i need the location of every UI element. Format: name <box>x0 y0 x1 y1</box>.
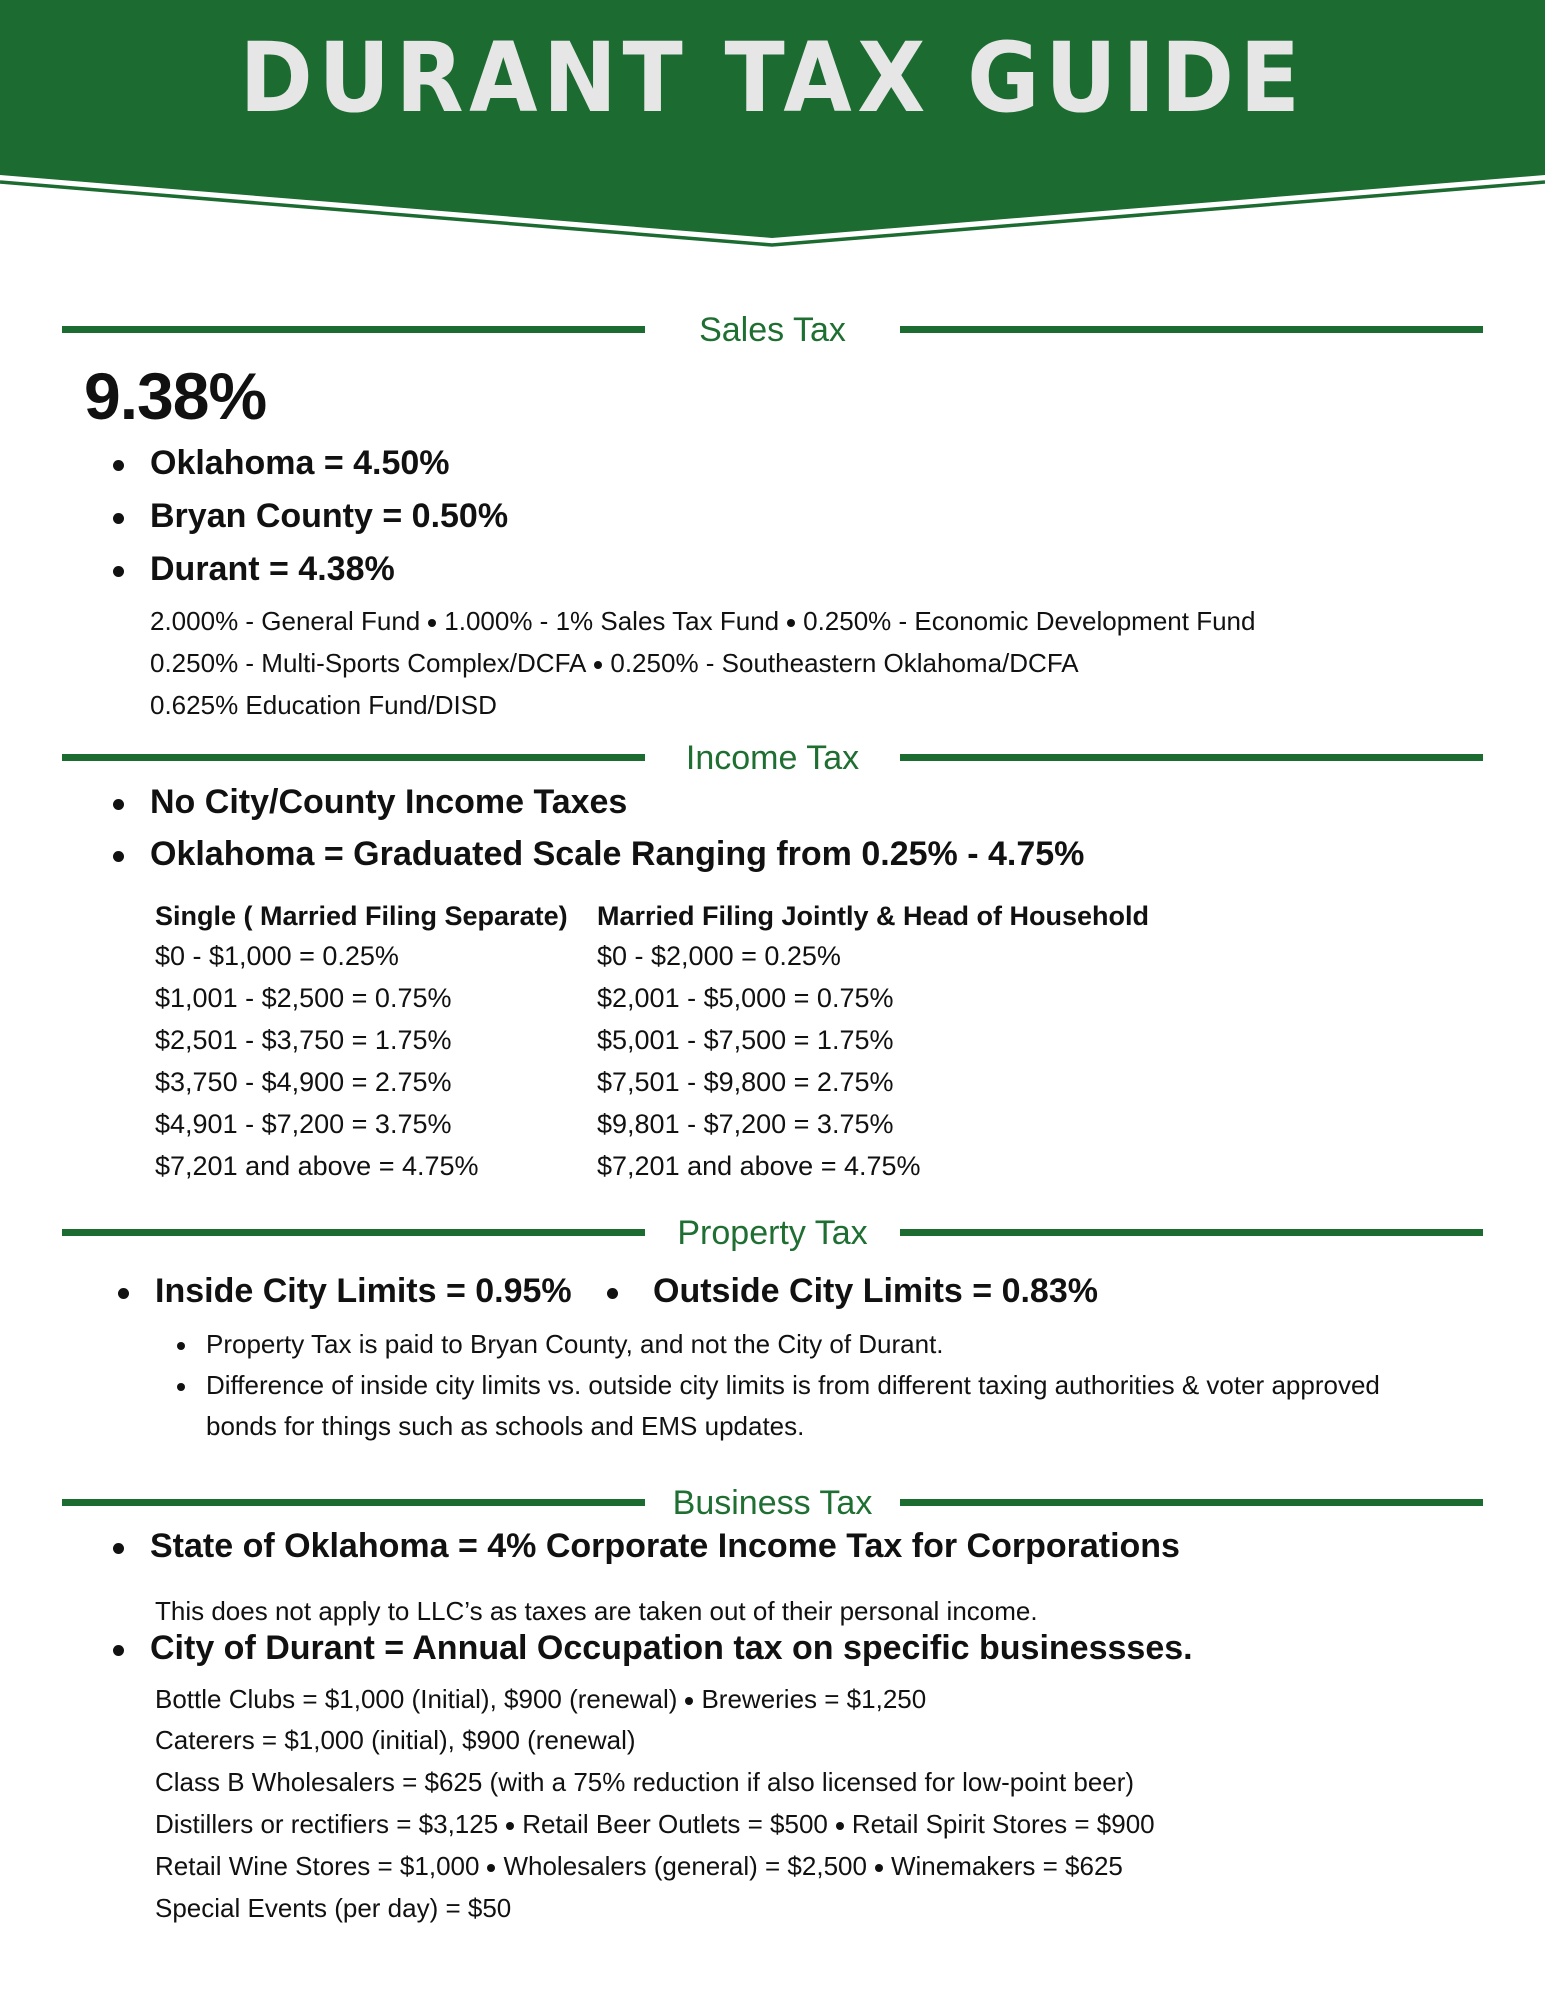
fund-line <box>150 606 1255 637</box>
sales-tax-item: Oklahoma = 4.50% <box>150 444 450 482</box>
section-title: Income Tax <box>685 739 860 777</box>
bullet-icon <box>118 1288 129 1299</box>
fund-item: 0.250% - Economic Development Fund <box>803 606 1256 636</box>
business-state-item: State of Oklahoma = 4% Corporate Income Tax for Corporations <box>150 1527 1180 1565</box>
occupation-item: Distillers or rectifiers = $3,125 <box>155 1809 499 1839</box>
occupation-line <box>155 1809 1155 1840</box>
table-cell-single: $3,750 - $4,900 = 2.75% <box>155 1067 452 1097</box>
occupation-line <box>155 1893 511 1924</box>
page-title: DURANT TAX GUIDE <box>239 22 1306 134</box>
occupation-item: Special Events (per day) = $50 <box>155 1893 512 1923</box>
occupation-line <box>155 1767 1134 1798</box>
section-header-business-tax <box>62 1483 1483 1523</box>
divider-rule <box>900 1229 1483 1236</box>
separator-dot-icon <box>787 619 795 627</box>
table-cell-single: $1,001 - $2,500 = 0.75% <box>155 983 452 1013</box>
fund-item: 0.250% - Southeastern Oklahoma/DCFA <box>610 648 1079 678</box>
section-title: Business Tax <box>672 1484 873 1522</box>
table-cell-joint: $0 - $2,000 = 0.25% <box>597 941 841 971</box>
table-cell-single: $0 - $1,000 = 0.25% <box>155 941 399 971</box>
bullet-icon <box>607 1288 618 1299</box>
business-state-note: This does not apply to LLC’s as taxes are taken out of their personal income. <box>155 1596 1038 1626</box>
occupation-item: Retail Spirit Stores = $900 <box>851 1809 1155 1839</box>
bullet-icon <box>177 1383 185 1391</box>
fund-item: 0.625% Education Fund/DISD <box>150 690 497 720</box>
table-cell-joint: $7,201 and above = 4.75% <box>597 1151 921 1181</box>
section-title: Sales Tax <box>699 311 846 349</box>
section-header-property-tax <box>62 1213 1483 1253</box>
column-header-single: Single ( Married Filing Separate) <box>155 901 568 931</box>
separator-dot-icon <box>875 1864 883 1872</box>
bullet-icon <box>113 460 124 471</box>
table-cell-joint: $9,801 - $7,200 = 3.75% <box>597 1109 894 1139</box>
section-header-sales-tax <box>62 310 1483 350</box>
separator-dot-icon <box>836 1822 844 1830</box>
fund-item: 2.000% - General Fund <box>150 606 421 636</box>
occupation-item: Winemakers = $625 <box>890 1851 1123 1881</box>
occupation-item: Wholesalers (general) = $2,500 <box>503 1851 867 1881</box>
section-header-income-tax <box>62 738 1483 778</box>
occupation-line <box>155 1684 926 1715</box>
occupation-item: Caterers = $1,000 (initial), $900 (renewal) <box>155 1725 636 1755</box>
table-cell-joint: $7,501 - $9,800 = 2.75% <box>597 1067 894 1097</box>
separator-dot-icon <box>506 1822 514 1830</box>
bullet-icon <box>113 1543 124 1554</box>
occupation-item: Retail Beer Outlets = $500 <box>522 1809 828 1839</box>
occupation-item: Class B Wholesalers = $625 (with a 75% reduction if also licensed for low-point beer) <box>155 1767 1135 1797</box>
column-header-joint: Married Filing Jointly & Head of Household <box>597 901 1150 931</box>
bullet-icon <box>113 799 124 810</box>
income-tax-item: Oklahoma = Graduated Scale Ranging from 0.25% - 4.75% <box>150 835 1085 873</box>
property-note-continued: bonds for things such as schools and EMS updates. <box>206 1411 805 1441</box>
fund-item: 1.000% - 1% Sales Tax Fund <box>444 606 780 636</box>
divider-rule <box>900 1499 1483 1506</box>
occupation-line <box>155 1725 636 1756</box>
table-cell-single: $4,901 - $7,200 = 3.75% <box>155 1109 452 1139</box>
table-cell-joint: $2,001 - $5,000 = 0.75% <box>597 983 894 1013</box>
business-city-item: City of Durant = Annual Occupation tax on specific businessses. <box>150 1629 1193 1667</box>
occupation-item: Breweries = $1,250 <box>701 1684 927 1714</box>
bullet-icon <box>113 1645 124 1656</box>
bullet-icon <box>113 566 124 577</box>
separator-dot-icon <box>685 1697 693 1705</box>
section-title: Property Tax <box>677 1214 868 1252</box>
divider-rule <box>900 754 1483 761</box>
sales-tax-item: Bryan County = 0.50% <box>150 497 509 535</box>
property-inside-city: Inside City Limits = 0.95% <box>155 1272 572 1310</box>
sales-tax-item: Durant = 4.38% <box>150 550 395 588</box>
table-cell-joint: $5,001 - $7,500 = 1.75% <box>597 1025 894 1055</box>
divider-rule <box>900 326 1483 333</box>
separator-dot-icon <box>594 661 602 669</box>
separator-dot-icon <box>487 1864 495 1872</box>
occupation-item: Retail Wine Stores = $1,000 <box>155 1851 480 1881</box>
occupation-line <box>155 1851 1123 1882</box>
income-tax-item: No City/County Income Taxes <box>150 783 628 821</box>
table-cell-single: $2,501 - $3,750 = 1.75% <box>155 1025 452 1055</box>
fund-line <box>150 648 1079 679</box>
property-note: Difference of inside city limits vs. outside city limits is from different taxing authorities & voter approved <box>206 1370 1380 1400</box>
fund-line <box>150 690 497 721</box>
sales-tax-total: 9.38% <box>84 359 267 433</box>
property-outside-city: Outside City Limits = 0.83% <box>653 1272 1098 1310</box>
property-note: Property Tax is paid to Bryan County, and not the City of Durant. <box>206 1329 944 1359</box>
bullet-icon <box>113 513 124 524</box>
fund-item: 0.250% - Multi-Sports Complex/DCFA <box>150 648 587 678</box>
table-cell-single: $7,201 and above = 4.75% <box>155 1151 479 1181</box>
bullet-icon <box>113 851 124 862</box>
occupation-item: Bottle Clubs = $1,000 (Initial), $900 (renewal) <box>155 1684 678 1714</box>
separator-dot-icon <box>428 619 436 627</box>
bullet-icon <box>177 1342 185 1350</box>
